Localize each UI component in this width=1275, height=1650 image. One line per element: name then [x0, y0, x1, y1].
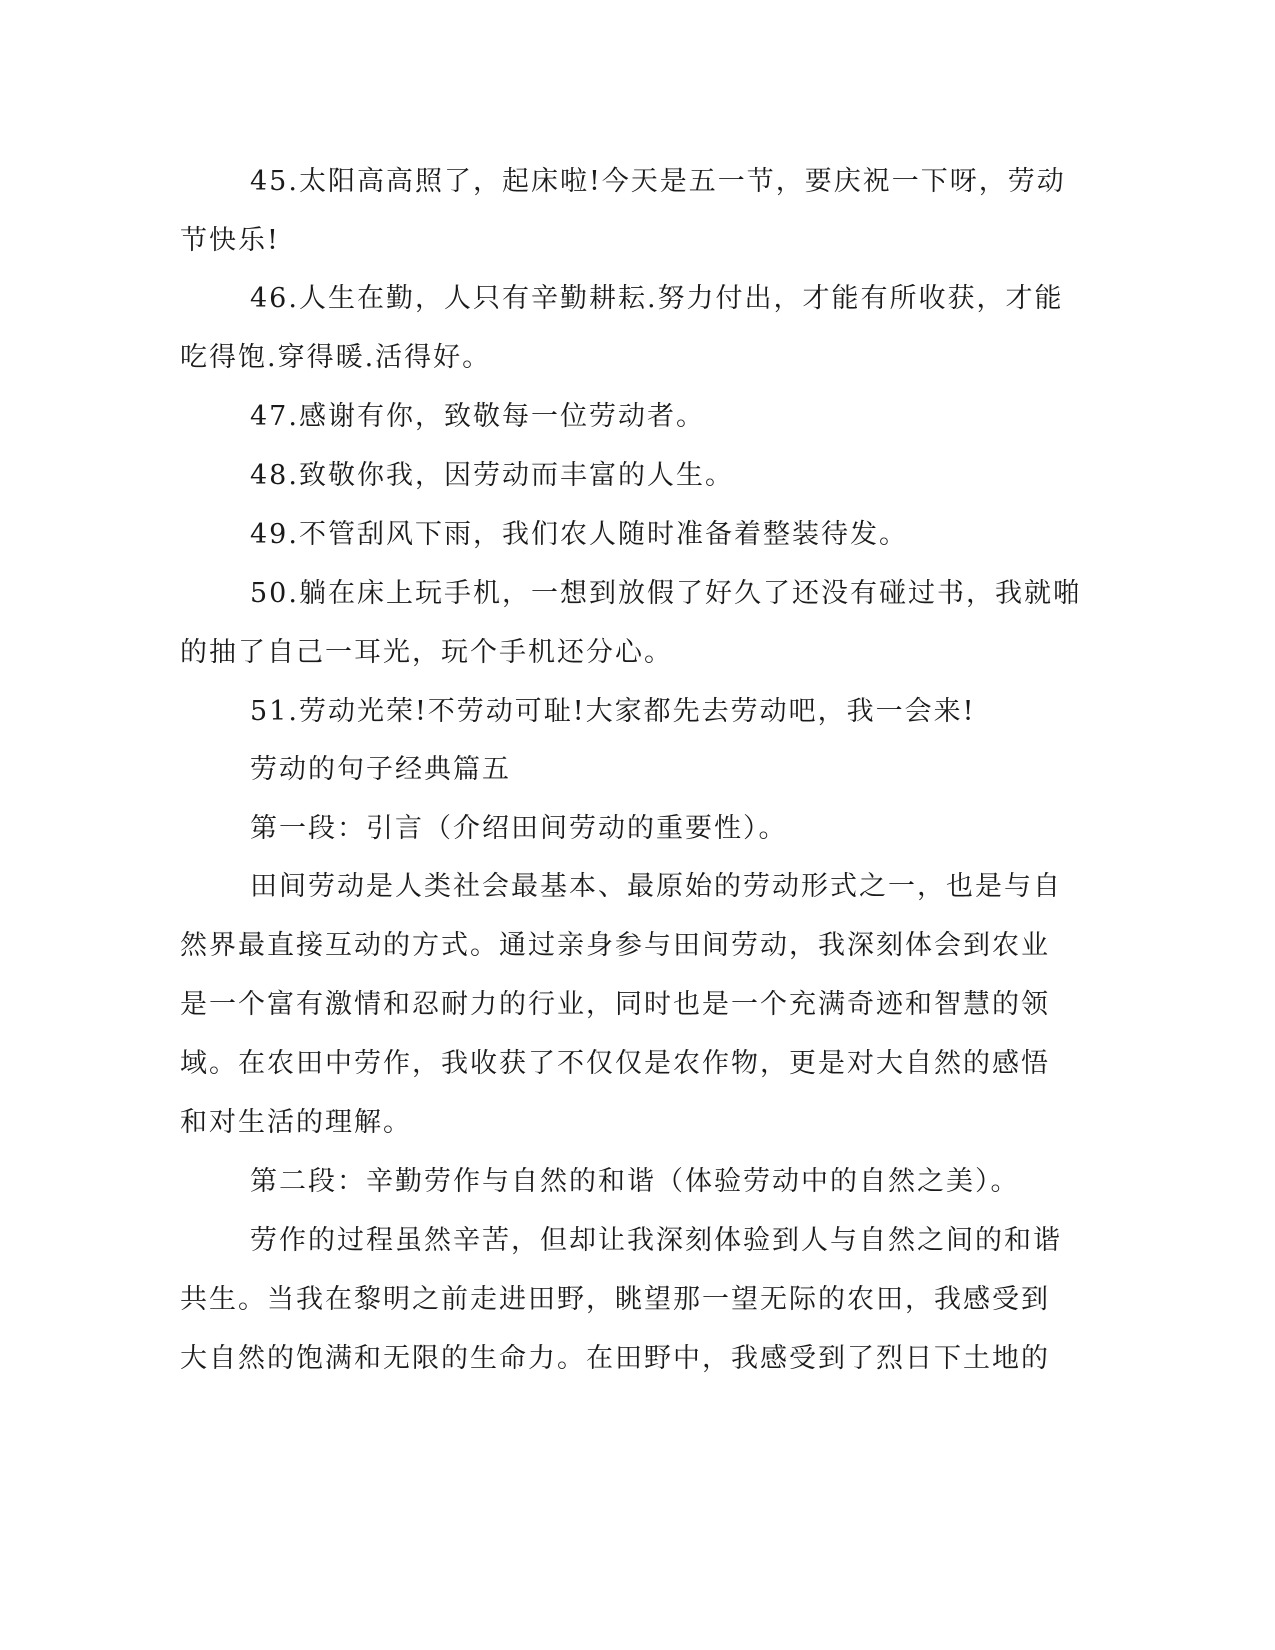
text-line-6: 48.致敬你我，因劳动而丰富的人生。 [250, 460, 734, 491]
text-line-12: 第一段：引言（介绍田间劳动的重要性）。 [250, 813, 788, 844]
text-line-20: 共生。当我在黎明之前走进田野，眺望那一望无际的农田，我感受到 [180, 1284, 1050, 1315]
text-line-2: 节快乐! [180, 225, 280, 256]
text-line-8: 50.躺在床上玩手机，一想到放假了好久了还没有碰过书，我就啪 [250, 578, 1082, 609]
section-heading: 劳动的句子经典篇五 [250, 754, 511, 785]
text-line-17: 和对生活的理解。 [180, 1107, 412, 1138]
text-line-19: 劳作的过程虽然辛苦，但却让我深刻体验到人与自然之间的和谐 [250, 1225, 1062, 1256]
text-line-18: 第二段：辛勤劳作与自然的和谐（体验劳动中的自然之美）。 [250, 1166, 1020, 1197]
text-line-13: 田间劳动是人类社会最基本、最原始的劳动形式之一，也是与自 [250, 871, 1062, 902]
text-line-14: 然界最直接互动的方式。通过亲身参与田间劳动，我深刻体会到农业 [180, 930, 1050, 961]
text-line-9: 的抽了自己一耳光，玩个手机还分心。 [180, 637, 673, 668]
text-line-5: 47.感谢有你，致敬每一位劳动者。 [250, 401, 705, 432]
text-line-1: 45.太阳高高照了，起床啦!今天是五一节，要庆祝一下呀，劳动 [250, 166, 1066, 197]
text-line-3: 46.人生在勤，人只有辛勤耕耘.努力付出，才能有所收获，才能 [250, 283, 1064, 314]
text-line-15: 是一个富有激情和忍耐力的行业，同时也是一个充满奇迹和智慧的领 [180, 989, 1050, 1020]
text-line-21: 大自然的饱满和无限的生命力。在田野中，我感受到了烈日下土地的 [180, 1343, 1050, 1374]
text-line-10: 51.劳动光荣!不劳动可耻!大家都先去劳动吧，我一会来! [250, 696, 976, 727]
text-line-7: 49.不管刮风下雨，我们农人随时准备着整装待发。 [250, 519, 908, 550]
text-line-4: 吃得饱.穿得暖.活得好。 [180, 342, 492, 373]
text-line-16: 域。在农田中劳作，我收获了不仅仅是农作物，更是对大自然的感悟 [180, 1048, 1050, 1079]
